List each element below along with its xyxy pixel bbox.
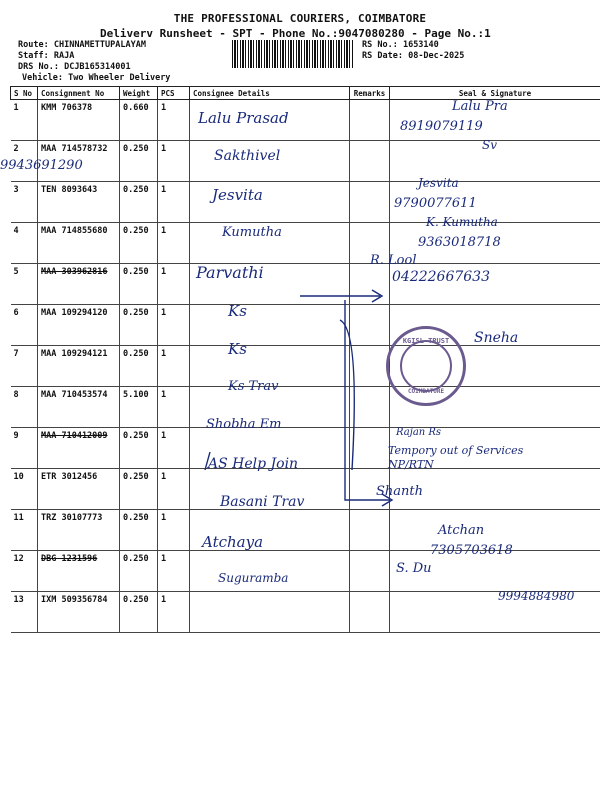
document-title: THE PROFESSIONAL COURIERS, COIMBATORE <box>173 12 427 25</box>
col-header-remarks: Remarks <box>350 87 390 100</box>
cell-remarks <box>350 592 390 633</box>
handwritten-signature: Lalu Pra <box>452 99 508 114</box>
vehicle-value: Two Wheeler Delivery <box>68 73 171 83</box>
handwritten-signature: Tempory out of Services NP/RTN <box>388 443 524 471</box>
table-row <box>11 100 600 141</box>
rs-no-label: RS No.: <box>362 40 398 50</box>
cell-consignee <box>190 305 350 346</box>
cell-pcs: 1 <box>158 346 190 387</box>
cell-sno: 12 <box>11 551 38 592</box>
cell-weight: 0.250 <box>120 182 158 223</box>
col-header-signature: Seal & Signature <box>390 87 600 100</box>
handwritten-consignee: Parvathi <box>196 263 264 282</box>
cell-pcs: 1 <box>158 100 190 141</box>
cell-consignment-no: DBG 1231596 <box>38 551 120 592</box>
cell-consignment-no: MAA 303962816 <box>38 264 120 305</box>
cell-pcs: 1 <box>158 305 190 346</box>
handwritten-phone: 9790077611 <box>394 196 477 211</box>
handwritten-consignee: Ks <box>228 301 247 320</box>
cell-consignment-no: ETR 3012456 <box>38 469 120 510</box>
cell-sno: 8 <box>11 387 38 428</box>
rs-date-label: RS Date: <box>362 51 403 61</box>
seal-stamp <box>386 326 466 406</box>
cell-sno: 10 <box>11 469 38 510</box>
handwritten-signature: Atchan <box>438 522 485 538</box>
cell-remarks <box>350 264 390 305</box>
seal-text-bottom: COIMBATORE <box>407 388 445 395</box>
cell-sno: 2 <box>11 141 38 182</box>
cell-consignment-no: MAA 109294120 <box>38 305 120 346</box>
handwritten-signature: Sv <box>482 137 497 152</box>
cell-pcs: 1 <box>158 387 190 428</box>
table-row <box>11 346 600 387</box>
cell-weight: 0.250 <box>120 305 158 346</box>
handwritten-consignee: Basani Trav <box>220 494 305 510</box>
handwritten-signature: Sneha <box>474 330 519 346</box>
cell-pcs: 1 <box>158 141 190 182</box>
handwritten-consignee: Atchaya <box>202 532 264 551</box>
handwritten-signature: K. Kumutha <box>426 214 498 229</box>
route-label: Route: <box>18 40 49 50</box>
cell-pcs: 1 <box>158 592 190 633</box>
cell-remarks <box>350 510 390 551</box>
cell-pcs: 1 <box>158 551 190 592</box>
route-line <box>18 40 146 50</box>
cell-weight: 0.250 <box>120 264 158 305</box>
cell-sno: 7 <box>11 346 38 387</box>
cell-weight: 5.100 <box>120 387 158 428</box>
table-row <box>11 223 600 264</box>
rs-no-line <box>362 40 439 50</box>
col-header-weight: Weight <box>120 87 158 100</box>
cell-remarks <box>350 141 390 182</box>
cell-weight: 0.250 <box>120 428 158 469</box>
cell-remarks <box>350 346 390 387</box>
rs-date-value: 08-Dec-2025 <box>408 51 465 61</box>
cell-remarks <box>350 100 390 141</box>
staff-label: Staff: <box>18 51 49 61</box>
handwritten-consignee: Kumutha <box>222 224 282 240</box>
cell-consignment-no: MAA 109294121 <box>38 346 120 387</box>
drs-label: DRS No.: <box>18 62 59 72</box>
cell-remarks <box>350 387 390 428</box>
barcode-image <box>232 40 354 68</box>
cell-sno: 6 <box>11 305 38 346</box>
document-subtitle: Deliverv Runsheet - SPT - Phone No.:9047080280 - Page No.:1 <box>100 27 491 40</box>
table-row <box>11 182 600 223</box>
vehicle-line <box>22 73 170 83</box>
cell-consignment-no: IXM 509356784 <box>38 592 120 633</box>
handwritten-consignee: Shobha Em <box>206 417 282 432</box>
cell-pcs: 1 <box>158 510 190 551</box>
col-header-consignee: Consignee Details <box>190 87 350 100</box>
cell-consignment-no: MAA 714855680 <box>38 223 120 264</box>
handwritten-consignee: Ks <box>228 340 247 358</box>
cell-consignment-no: TRZ 30107773 <box>38 510 120 551</box>
cell-sno: 3 <box>11 182 38 223</box>
drs-value: DCJB165314001 <box>64 62 131 72</box>
table-row <box>11 469 600 510</box>
col-header-pcs: PCS <box>158 87 190 100</box>
handwritten-phone: 8919079119 <box>400 119 483 134</box>
col-header-sno: S No <box>11 87 38 100</box>
cell-weight: 0.250 <box>120 592 158 633</box>
handwritten-consignee: Lalu Prasad <box>198 109 289 127</box>
table-row <box>11 387 600 428</box>
cell-consignee <box>190 592 350 633</box>
staff-line <box>18 51 74 61</box>
cell-sno: 11 <box>11 510 38 551</box>
rs-no-value: 1653140 <box>402 40 439 50</box>
handwritten-signature: Rajan Rs <box>396 427 442 438</box>
seal-inner-ring <box>400 340 452 392</box>
seal-text-top: KGISL TRUST <box>402 337 450 345</box>
cell-remarks <box>350 182 390 223</box>
cell-remarks <box>350 305 390 346</box>
handwritten-consignee: Sakthivel <box>214 147 281 164</box>
cell-weight: 0.250 <box>120 510 158 551</box>
handwritten-signature: R. Lool <box>370 253 417 268</box>
handwritten-phone: 9363018718 <box>418 234 501 250</box>
cell-sno: 9 <box>11 428 38 469</box>
rs-date-line <box>362 51 464 61</box>
cell-pcs: 1 <box>158 182 190 223</box>
cell-remarks <box>350 428 390 469</box>
table-row <box>11 264 600 305</box>
handwritten-phone: 9994884980 <box>498 589 575 603</box>
cell-remarks <box>350 551 390 592</box>
handwritten-phone: 9943691290 <box>0 157 83 173</box>
cell-consignment-no: TEN 8093643 <box>38 182 120 223</box>
drs-line <box>18 62 131 72</box>
cell-pcs: 1 <box>158 428 190 469</box>
cell-pcs: 1 <box>158 264 190 305</box>
cell-consignment-no: KMM 706378 <box>38 100 120 141</box>
handwritten-consignee: AS Help Join <box>208 455 299 472</box>
cell-sno: 4 <box>11 223 38 264</box>
handwritten-consignee: Suguramba <box>218 571 289 585</box>
vehicle-label: Vehicle: <box>22 73 63 83</box>
cell-weight: 0.660 <box>120 100 158 141</box>
cell-weight: 0.250 <box>120 469 158 510</box>
handwritten-consignee: Ks Trav <box>228 378 279 394</box>
staff-value: RAJA <box>53 51 75 61</box>
table-header-row <box>11 87 600 100</box>
col-header-consignment: Consignment No <box>38 87 120 100</box>
cell-weight: 0.250 <box>120 223 158 264</box>
handwritten-phone: 04222667633 <box>392 269 490 285</box>
cell-sno: 5 <box>11 264 38 305</box>
cell-sno: 13 <box>11 592 38 633</box>
handwritten-phone: 7305703618 <box>430 542 513 558</box>
cell-consignment-no: MAA 710412009 <box>38 428 120 469</box>
handwritten-signature: Shanth <box>376 484 423 499</box>
route-value: CHINNAMETTUPALAYAM <box>53 40 146 50</box>
handwritten-signature: S. Du <box>396 561 432 576</box>
cell-pcs: 1 <box>158 223 190 264</box>
handwritten-signature: Jesvita <box>418 176 459 190</box>
cell-consignment-no: MAA 710453574 <box>38 387 120 428</box>
handwritten-consignee: Jesvita <box>212 186 263 204</box>
cell-sno: 1 <box>11 100 38 141</box>
cell-weight: 0.250 <box>120 141 158 182</box>
cell-pcs: 1 <box>158 469 190 510</box>
cell-weight: 0.250 <box>120 346 158 387</box>
cell-consignment-no: MAA 714578732 <box>38 141 120 182</box>
cell-weight: 0.250 <box>120 551 158 592</box>
table-row <box>11 141 600 182</box>
